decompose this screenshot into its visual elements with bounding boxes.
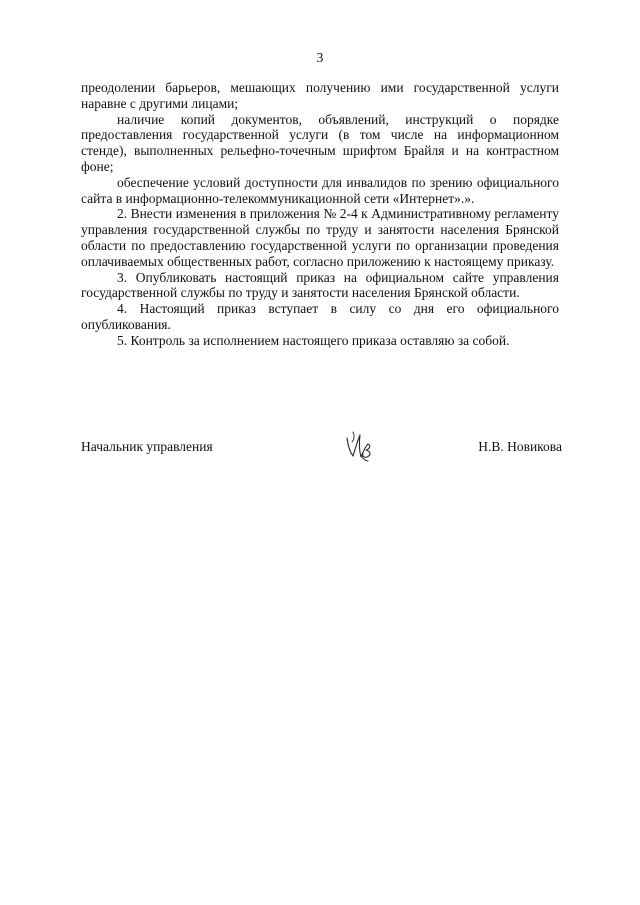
paragraph: наличие копий документов, объявлений, инструкций о порядке предоставления государственной услуги (в том числе на информационном стенде), выполненных рельефно-точечным шрифтом Брайля и на контрастном фоне; xyxy=(81,111,559,174)
paragraph: 3. Опубликовать настоящий приказ на официальном сайте управления государственной службы по труду и занятости населения Брянской области. xyxy=(81,269,559,301)
paragraph: обеспечение условий доступности для инвалидов по зрению официального сайта в информационно-телекоммуникационной сети «Интернет».». xyxy=(81,174,559,206)
handwritten-signature xyxy=(339,428,379,464)
signatory-name: Н.В. Новикова xyxy=(478,439,562,454)
document-body xyxy=(81,80,559,349)
signature-block xyxy=(81,428,562,468)
signatory-position: Начальник управления xyxy=(81,439,213,454)
paragraph: преодолении барьеров, мешающих получению ими государственной услуги наравне с другими лицами; xyxy=(81,80,559,111)
paragraph: 4. Настоящий приказ вступает в силу со дня его официального опубликования. xyxy=(81,301,559,332)
paragraph: 5. Контроль за исполнением настоящего приказа оставляю за собой. xyxy=(117,332,510,348)
paragraph: 2. Внести изменения в приложения № 2-4 к Административному регламенту управления государственной службы по труду и занятости населения Брянской области по предоставлению государственной услуги по организации проведения оплачиваемых общественных работ, согласно приложению к настоящему приказу. xyxy=(81,206,559,269)
page-number: 3 xyxy=(316,50,324,65)
